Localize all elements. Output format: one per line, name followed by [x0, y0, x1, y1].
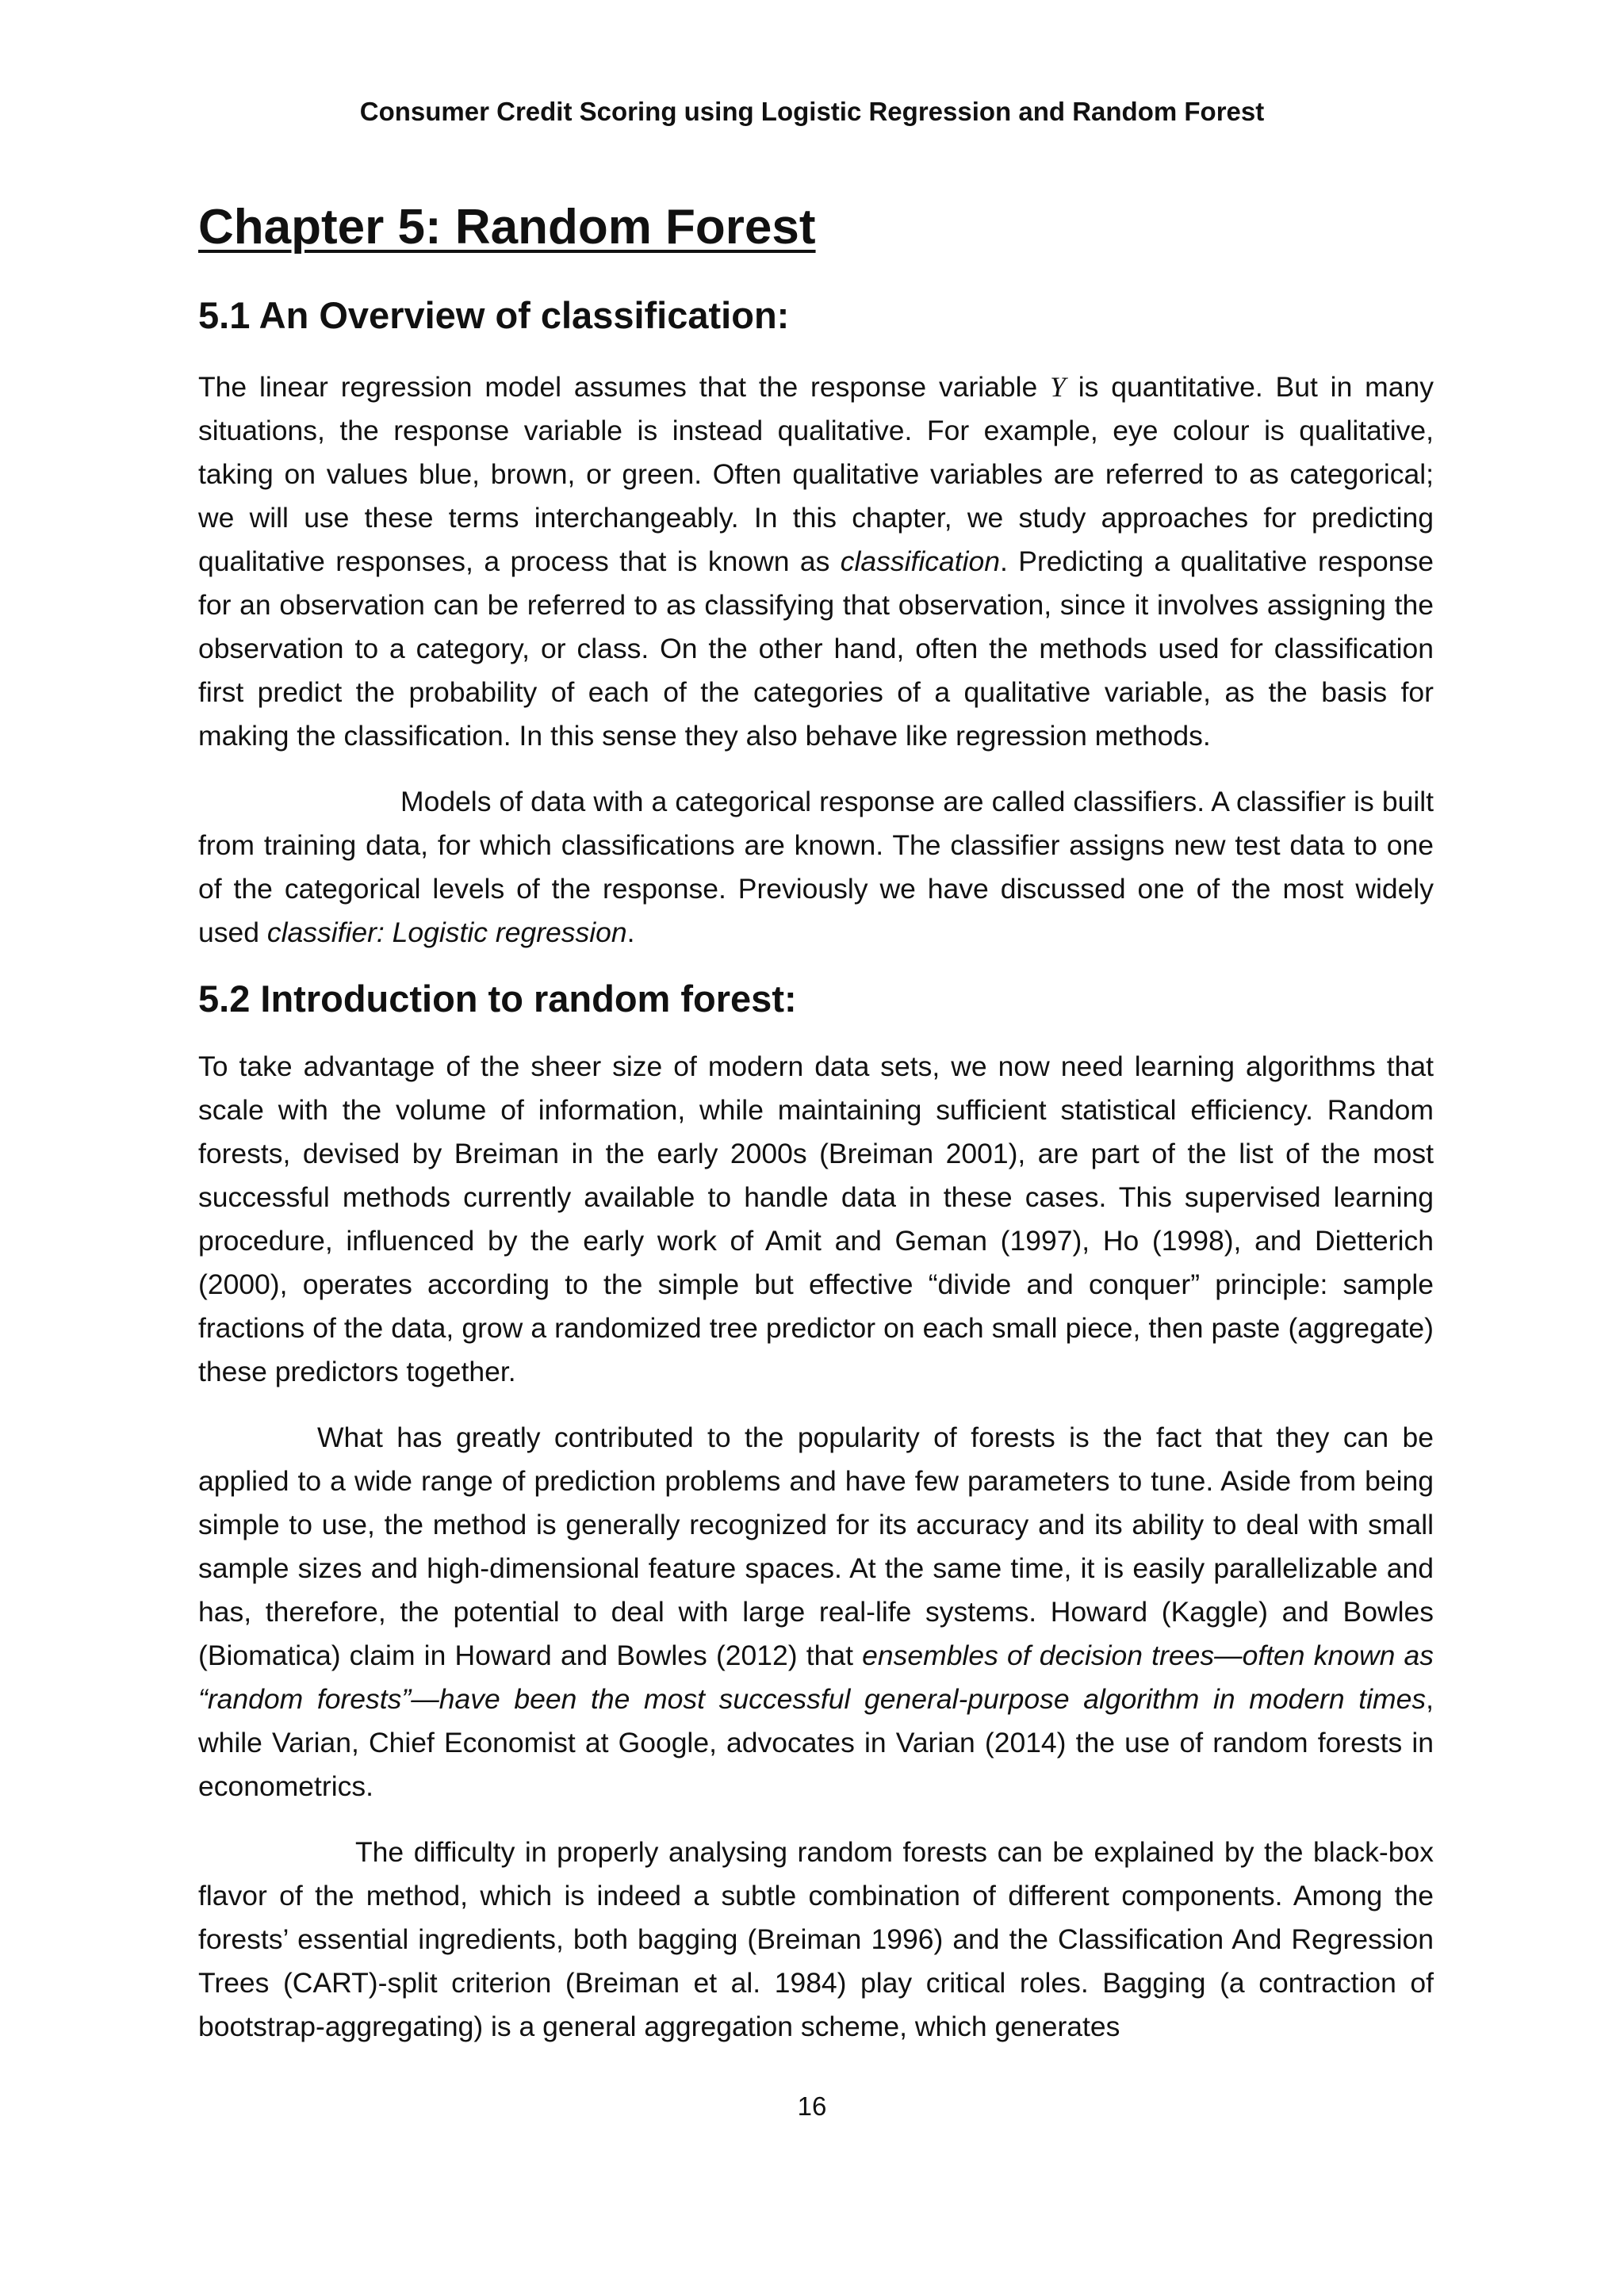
chapter-title: Chapter 5: Random Forest: [198, 200, 816, 254]
section-title-5-1: 5.1 An Overview of classification:: [198, 294, 790, 337]
text-span: Models of data with a categorical response are called classifiers. A classifier is built from training data, for which classifications are known. The classifier assigns new test data to one of the categorical levels of the response. Previously we have discussed one of the most widely used: [198, 785, 1434, 948]
emphasis-quote: ensembles of decision trees—often known as “random forests”—have been the most successful general-purpose algorithm in modern times: [198, 1640, 1434, 1716]
paragraph-forest-popularity: [198, 1416, 1434, 1808]
variable-y: Y: [1050, 370, 1066, 403]
paragraph-random-forest-intro: To take advantage of the sheer size of modern data sets, we now need learning algorithms that scale with the volume of information, while maintaining sufficient statistical efficiency. Random forests, devised by Breiman in the early 2000s (Breiman 2001), are part of the list of the most successful methods currently available to handle data in these cases. This supervised learning procedure, influenced by the early work of Amit and Geman (1997), Ho (1998), and Dietterich (2000), operates according to the simple but effective “divide and conquer” principle: sample fractions of the data, grow a randomized tree predictor on each small piece, then paste (aggregate) these predictors together.: [198, 1050, 1434, 1388]
text-span: What has greatly contributed to the popularity of forests is the fact that they can be applied to a wide range of prediction problems and have few parameters to tune. Aside from being simple to use, the method is generally recognized for its accuracy and its ability to deal with small sample sizes and high-dimensional feature spaces. At the same time, it is easily parallelizable and has, therefore, the potential to deal with large real-life systems. Howard (Kaggle) and Bowles (Biomatica) claim in Howard and Bowles (2012) that: [198, 1422, 1434, 1672]
running-header: Consumer Credit Scoring using Logistic Regression and Random Forest: [359, 97, 1265, 126]
page-content: [198, 198, 1434, 2071]
emphasis-classification: classification: [840, 545, 1001, 577]
text-span: .: [626, 916, 635, 948]
emphasis-logistic-regression: classifier: Logistic regression: [266, 916, 627, 948]
text-span: is quantitative. But in many situations, the response variable is instead qualitative. For example, eye colour is qualitative, taking on values blue, brown, or green. Often qualitative variables are referred to as categorical; we will use these terms interchangeably. In this chapter, we study approaches for predicting qualitative responses, a process that is known as: [198, 370, 1434, 577]
text-span: , while Varian, Chief Economist at Google, advocates in Varian (2014) the use of random forests in econometrics.: [198, 1683, 1434, 1803]
paragraph-classification-overview: [198, 365, 1434, 758]
paragraph-classifiers: [198, 780, 1434, 955]
page-number: 16: [797, 2091, 827, 2121]
section-title-5-2: 5.2 Introduction to random forest:: [198, 977, 797, 1020]
text-span: The linear regression model assumes that the response variable: [198, 370, 1051, 403]
text-span: . Predicting a qualitative response for an observation can be referred to as classifying that observation, since it involves assigning the observation to a category, or class. On the other hand, often the methods used for classification first predict the probability of each of the categories of a qualitative variable, as the basis for making the classification. In this sense they also behave like regression methods.: [198, 545, 1434, 752]
paragraph-forest-analysis: The difficulty in properly analysing random forests can be explained by the black-box flavor of the method, which is indeed a subtle combination of different components. Among the forests’ essential ingredients, both bagging (Breiman 1996) and the Classification And Regression Trees (CART)-split criterion (Breiman et al. 1984) play critical roles. Bagging (a contraction of bootstrap-aggregating) is a general aggregation scheme, which generates: [198, 1836, 1434, 2043]
